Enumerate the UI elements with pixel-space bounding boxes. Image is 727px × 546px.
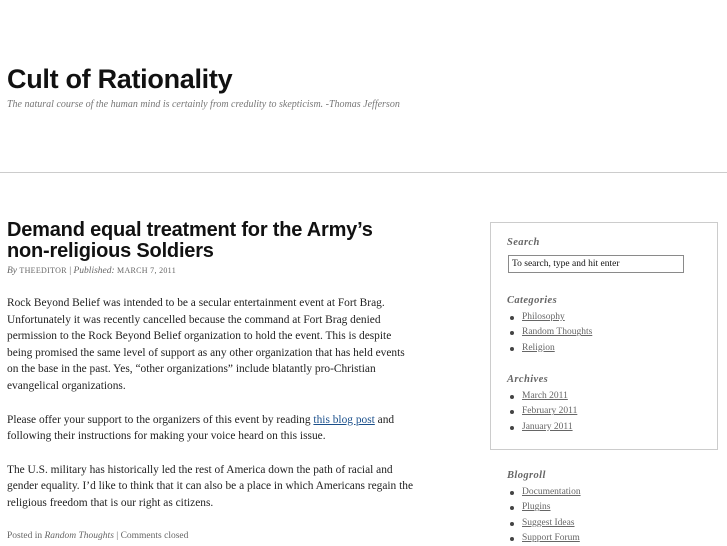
category-link-religion[interactable]: Religion xyxy=(522,342,555,353)
post-title[interactable]: Demand equal treatment for the Army’s non-religious Soldiers xyxy=(7,219,373,262)
footer-separator: | xyxy=(116,531,119,541)
site-header xyxy=(0,0,727,173)
categories-list xyxy=(508,310,592,356)
list-item xyxy=(508,485,581,500)
search-widget-title: Search xyxy=(507,237,540,248)
post-author[interactable]: THEEDITOR xyxy=(19,266,67,275)
posted-in-label: Posted in xyxy=(7,531,43,541)
comments-status: Comments closed xyxy=(120,531,189,541)
archive-link-march-2011[interactable]: March 2011 xyxy=(522,391,568,401)
archive-link-february-2011[interactable]: February 2011 xyxy=(522,406,578,417)
list-item xyxy=(508,325,592,340)
post-paragraph: Rock Beyond Belief was intended to be a secular entertainment event at Fort Brag. Unfortunately it was recently cancelled because the command at Fort Brag denied permission to the Rock Beyond Belief organization to hold the event. This is despite being promised the same level of support as any other organization that has held events on the base in the past. Yes, “other organizations” include blatantly pro-Christian evangelical organizations. xyxy=(7,297,405,392)
search-input[interactable] xyxy=(508,255,684,273)
blogroll-link-documentation[interactable]: Documentation xyxy=(522,487,581,497)
category-link-philosophy[interactable]: Philosophy xyxy=(522,312,565,322)
post-date: MARCH 7, 2011 xyxy=(117,266,176,275)
categories-widget-title: Categories xyxy=(507,295,558,306)
blogroll-link-support-forum[interactable]: Support Forum xyxy=(522,532,580,543)
paragraph-text: Please offer your support to the organizers of this event by reading xyxy=(7,413,314,426)
list-item xyxy=(508,389,577,404)
post-meta xyxy=(7,266,417,276)
post-category-link[interactable]: Random Thoughts xyxy=(44,531,114,541)
archives-list xyxy=(508,389,577,435)
blogroll-link-suggest-ideas[interactable]: Suggest Ideas xyxy=(522,517,575,528)
archive-link-january-2011[interactable]: January 2011 xyxy=(522,421,573,432)
post-article xyxy=(7,220,417,529)
list-item xyxy=(508,404,577,419)
list-item xyxy=(508,531,581,546)
blog-post-link[interactable]: this blog post xyxy=(313,413,375,426)
blogroll-list xyxy=(508,485,581,546)
post-by-label: By xyxy=(7,266,18,276)
blogroll-link-plugins[interactable]: Plugins xyxy=(522,502,551,513)
meta-separator: | xyxy=(69,266,72,276)
post-paragraph xyxy=(7,412,417,445)
paragraph-text: and following their instructions for making your voice heard on this issue. xyxy=(7,413,395,443)
post-body xyxy=(7,295,417,512)
post-footer xyxy=(7,531,188,541)
site-title[interactable]: Cult of Rationality xyxy=(7,64,233,94)
blogroll-widget-title: Blogroll xyxy=(507,470,546,481)
list-item xyxy=(508,420,577,435)
post-paragraph: The U.S. military has historically led the rest of America down the path of racial and gender equality. I’d like to think that it can also be a place in which Americans regain the religious freedom that is our right as citizens. xyxy=(7,463,414,509)
list-item xyxy=(508,341,592,356)
list-item xyxy=(508,310,592,325)
list-item xyxy=(508,516,581,531)
category-link-random-thoughts[interactable]: Random Thoughts xyxy=(522,327,593,338)
post-published-label: Published: xyxy=(73,266,115,276)
list-item xyxy=(508,500,581,515)
archives-widget-title: Archives xyxy=(507,374,549,385)
site-description: The natural course of the human mind is certainly from credulity to skepticism. -Thomas Jefferson xyxy=(7,99,400,110)
